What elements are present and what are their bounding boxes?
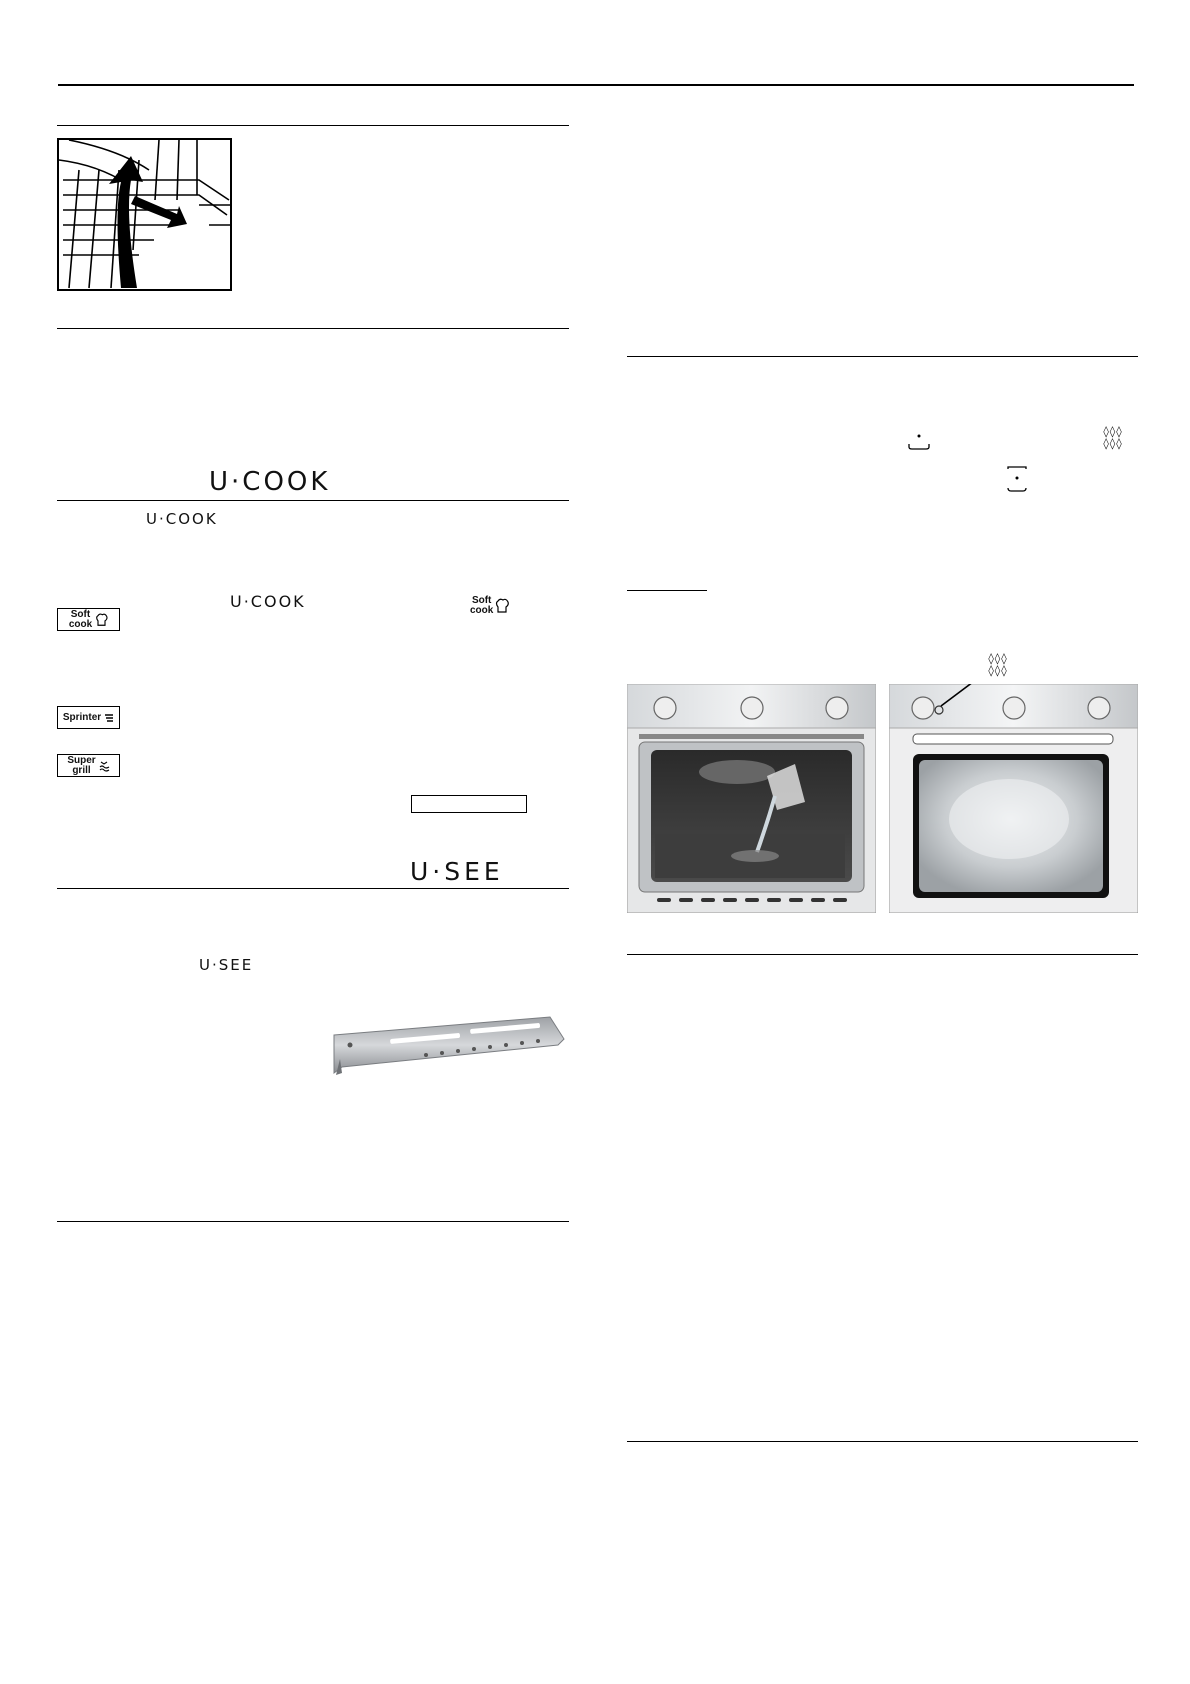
section-rule bbox=[57, 888, 569, 889]
super-label: Super bbox=[67, 754, 96, 766]
bowl-icon bbox=[907, 432, 931, 452]
soft-label: Soft bbox=[471, 595, 492, 606]
soft-cook-label-inline bbox=[470, 596, 509, 616]
drops-row: ◊◊◊ bbox=[988, 664, 1008, 677]
section-rule bbox=[627, 1441, 1138, 1442]
oven-steam-drawing bbox=[889, 684, 1138, 913]
shelf-drawing bbox=[59, 140, 230, 289]
grill-wave-icon bbox=[99, 760, 110, 772]
section-rule bbox=[57, 125, 569, 126]
chef-hat-icon bbox=[495, 598, 509, 614]
section-rule bbox=[57, 328, 569, 329]
soft-label: Soft bbox=[70, 608, 91, 620]
cook-label: cook bbox=[470, 605, 494, 616]
steel-bar-photo bbox=[330, 1015, 566, 1077]
section-rule bbox=[57, 500, 569, 501]
chef-hat-icon bbox=[95, 613, 108, 627]
section-rule bbox=[627, 356, 1138, 357]
underline-stub bbox=[627, 590, 707, 591]
section-rule bbox=[57, 1221, 569, 1222]
cook-label: cook bbox=[68, 618, 93, 630]
ucook-logo-inline: U·COOK bbox=[230, 592, 306, 611]
water-drops-icon bbox=[1099, 426, 1127, 450]
super-grill-badge bbox=[57, 754, 120, 777]
sprinter-badge bbox=[57, 706, 120, 729]
water-drops-icon bbox=[983, 653, 1013, 677]
empty-box bbox=[411, 795, 527, 813]
bracket-dot-icon bbox=[1006, 466, 1028, 492]
shelf-illustration bbox=[57, 138, 232, 291]
header-rule bbox=[58, 84, 1134, 86]
soft-cook-badge bbox=[57, 608, 120, 631]
drops-row: ◊◊◊ bbox=[988, 652, 1008, 665]
ucook-logo-small: U·COOK bbox=[146, 510, 218, 528]
oven-filling-drawing bbox=[627, 684, 876, 913]
usee-logo-large: U·SEE bbox=[410, 857, 504, 886]
section-rule bbox=[627, 954, 1138, 955]
drops-row: ◊◊◊ bbox=[1103, 437, 1123, 450]
steel-bar-drawing bbox=[330, 1015, 566, 1077]
speed-lines-icon bbox=[104, 713, 114, 723]
grill-label: grill bbox=[72, 764, 91, 776]
sprinter-label: Sprinter bbox=[62, 711, 102, 723]
oven-photo-steam bbox=[889, 684, 1138, 913]
drops-row: ◊◊◊ bbox=[1103, 425, 1123, 438]
usee-logo-small: U·SEE bbox=[199, 956, 254, 974]
ucook-logo-large: U·COOK bbox=[209, 467, 331, 497]
oven-photo-filling bbox=[627, 684, 876, 913]
